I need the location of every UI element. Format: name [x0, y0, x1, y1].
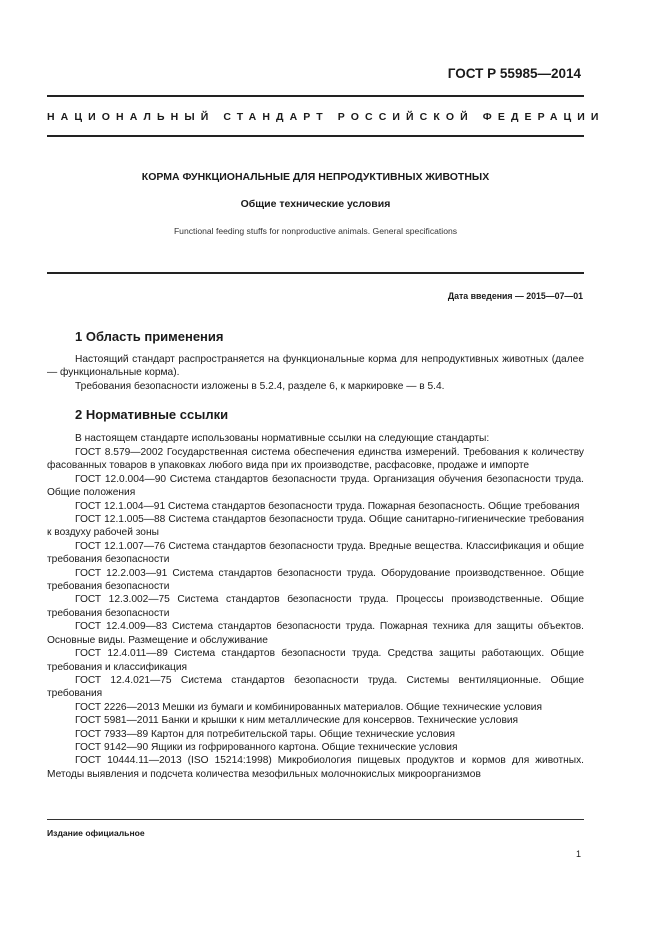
page-number: 1 [575, 849, 581, 859]
list-item: ГОСТ 12.0.004—90 Система стандартов безопасности труда. Организация обучения безопасности труда. Общие положения [47, 473, 584, 499]
list-item: ГОСТ 8.579—2002 Государственная система обеспечения единства измерений. Требования к количеству фасованных товаров в упаковках любого вида при их производстве, расфасовке, продаже и импорте [47, 447, 584, 472]
list-item: ГОСТ 12.1.005—88 Система стандартов безопасности труда. Общие санитарно-гигиенические требования к воздуху рабочей зоны [47, 514, 584, 539]
standard-number: ГОСТ Р 55985—2014 [447, 66, 581, 81]
section-1-body [47, 353, 584, 393]
list-item: ГОСТ 12.3.002—75 Система стандартов безопасности труда. Процессы производственные. Общие требования безопасности [47, 594, 584, 619]
paragraph: В настоящем стандарте использованы нормативные ссылки на следующие стандарты: [75, 433, 490, 444]
list-item: ГОСТ 12.2.003—91 Система стандартов безопасности труда. Оборудование производственное. Общие требования безопасности [47, 567, 584, 593]
paragraph: Требования безопасности изложены в 5.2.4, разделе 6, к маркировке — в 5.4. [75, 380, 445, 392]
list-item: ГОСТ 7933—89 Картон для потребительской тары. Общие технические условия [75, 728, 455, 740]
list-item: ГОСТ 9142—90 Ящики из гофрированного картона. Общие технические условия [75, 741, 458, 753]
list-item: ГОСТ 12.1.004—91 Система стандартов безопасности труда. Пожарная безопасность. Общие требования [75, 500, 580, 512]
footer-rule [47, 819, 584, 820]
section-1-heading: 1 Область применения [75, 329, 224, 344]
list-item: ГОСТ 2226—2013 Мешки из бумаги и комбинированных материалов. Общие технические условия [75, 701, 543, 713]
header-bottom-rule [47, 135, 584, 137]
list-item: ГОСТ 5981—2011 Банки и крышки к ним металлические для консервов. Технические условия [75, 715, 519, 727]
list-item: ГОСТ 12.1.007—76 Система стандартов безопасности труда. Вредные вещества. Классификация и общие требования безопасности [47, 540, 584, 566]
section-2-heading: 2 Нормативные ссылки [75, 407, 229, 422]
normative-references-list [47, 446, 584, 781]
list-item: ГОСТ 10444.11—2013 (ISO 15214:1998) Микробиология пищевых продуктов и кормов для животных. Методы выявления и подсчета количества мезофильных молочнокислых микроорганизмов [47, 755, 584, 780]
section-2-intro [47, 432, 584, 445]
title-bottom-rule [47, 272, 584, 274]
top-rule [47, 95, 584, 97]
list-item: ГОСТ 12.4.009—83 Система стандартов безопасности труда. Пожарная техника для защиты объектов. Основные виды. Размещение и обслуживание [47, 621, 584, 646]
national-standard-header: НАЦИОНАЛЬНЫЙ СТАНДАРТ РОССИЙСКОЙ ФЕДЕРАЦИИ [47, 111, 605, 123]
official-edition-label: Издание официальное [47, 828, 145, 838]
introduction-date: Дата введения — 2015—07—01 [447, 291, 583, 301]
document-subtitle: Общие технические условия [240, 198, 391, 210]
list-item: ГОСТ 12.4.021—75 Система стандартов безопасности труда. Системы вентиляционные. Общие требования [47, 674, 584, 700]
document-title-english: Functional feeding stuffs for nonproductive animals. General specifications [173, 226, 458, 236]
document-title: КОРМА ФУНКЦИОНАЛЬНЫЕ ДЛЯ НЕПРОДУКТИВНЫХ ЖИВОТНЫХ [141, 171, 490, 183]
paragraph: Настоящий стандарт распространяется на функциональные корма для непродуктивных животных (далее — функциональные корма). [47, 354, 584, 379]
list-item: ГОСТ 12.4.011—89 Система стандартов безопасности труда. Средства защиты работающих. Общие требования и классификация [47, 648, 584, 673]
